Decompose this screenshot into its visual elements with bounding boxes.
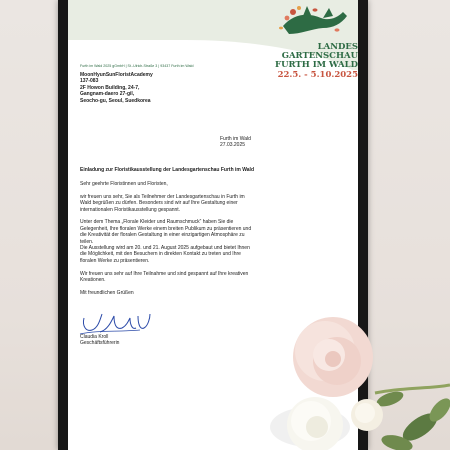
logo-dates: 22.5. - 5.10.2025 bbox=[277, 70, 358, 80]
dragon-emblem-icon bbox=[263, 4, 358, 38]
letter-body bbox=[80, 181, 255, 303]
logo-title-line3: FURTH IM WALD bbox=[275, 60, 358, 70]
place-date bbox=[220, 136, 251, 149]
recipient-line2: 137-083 bbox=[80, 78, 99, 85]
recipient-line4: Gangnam-daero 27-gil, bbox=[80, 91, 135, 98]
letter-subject: Einladung zur Floristikausstellung der Landesgartenschau Furth im Wald bbox=[80, 167, 255, 173]
signer-block bbox=[80, 334, 119, 347]
paragraph-2: Unter dem Thema „Florale Kleider und Raumschmuck“ haben Sie die Gelegenheit, Ihre floralen Werke einem breiten Publikum zu präsentieren und die Kreativität der floralen Gestaltung in einer einzigartigen Atmosphäre zu teilen. bbox=[80, 219, 252, 245]
recipient-address bbox=[80, 72, 153, 104]
sender-line: Furth im Wald 2025 gGmbH | St.-Ulrich-Straße 3 | 93437 Furth im Wald bbox=[80, 64, 194, 68]
salutation: Sehr geehrte Floristinnen und Floristen, bbox=[80, 181, 168, 187]
paragraph-3: Die Ausstellung wird am 20. und 21. August 2025 aufgebaut und bietet Ihnen die Möglichkeit, mit den Besuchern in direkten Kontakt zu treten und Ihre floralen Werke zu präsentieren. bbox=[80, 245, 250, 264]
closing: Mit freundlichen Grüßen bbox=[80, 289, 134, 296]
landesgartenschau-logo bbox=[263, 4, 358, 80]
letter-date: 27.03.2025 bbox=[220, 142, 246, 149]
rose-decoration bbox=[255, 315, 450, 450]
recipient-line1: MoonHyunSunFloristAcademy bbox=[80, 72, 153, 78]
recipient-line5: Seocho-gu, Seoul, Suedkorea bbox=[80, 97, 151, 104]
paragraph-4: Wir freuen uns sehr auf Ihre Teilnahme und sind gespannt auf Ihre kreativen Kreationen. bbox=[80, 270, 249, 284]
letter-place: Furth im Wald bbox=[220, 136, 251, 142]
signer-name: Claudia Kroll bbox=[80, 334, 109, 340]
logo-title-line1: LANDES bbox=[317, 42, 358, 52]
signer-title: Geschäftsführerin bbox=[80, 340, 120, 347]
logo-title-line2: GARTENSCHAU bbox=[281, 51, 358, 61]
recipient-line3: 2F Howon Building, 24-7, bbox=[80, 84, 140, 91]
paragraph-1: wir freuen uns sehr, Sie als Teilnehmer der Landesgartenschau in Furth im Wald begrüßen zu dürfen. Besonders sind wir auf Ihre Gestaltung einer internationalen Floristikausstellung gespannt. bbox=[80, 193, 245, 213]
